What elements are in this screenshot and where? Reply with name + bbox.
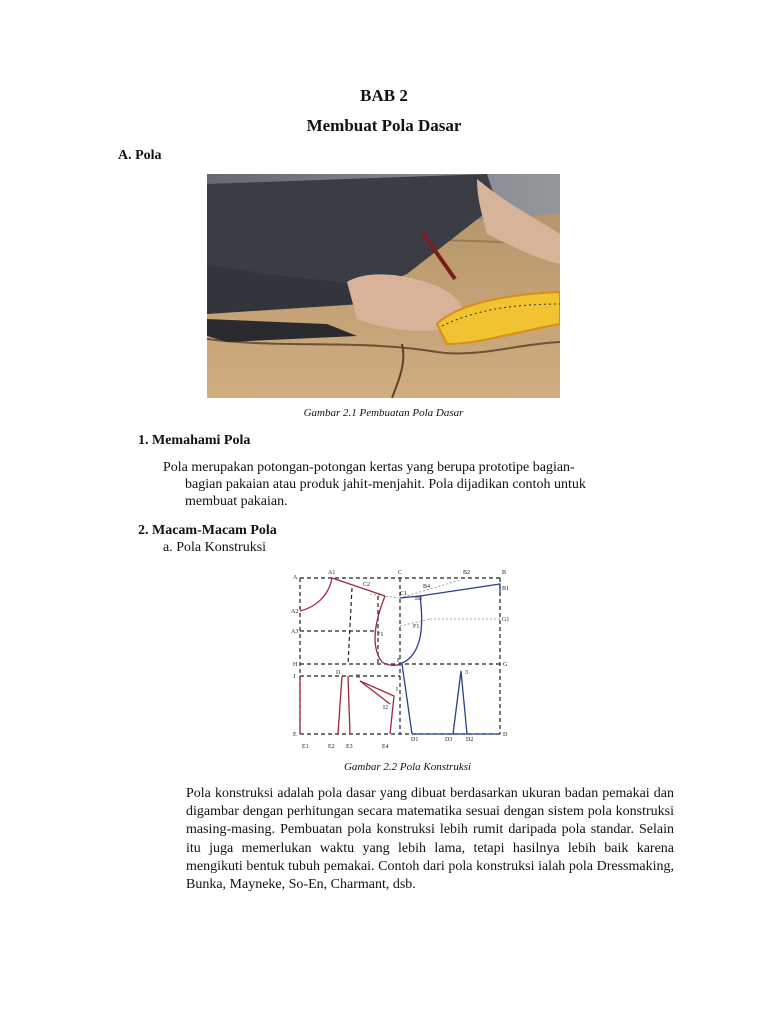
- subheading-pola-konstruksi: a. Pola Konstruksi: [163, 540, 267, 555]
- diagram-label: F1: [413, 624, 420, 630]
- diagram-label: B3: [415, 596, 423, 602]
- paragraph-line: Pola merupakan potongan-potongan kertas yang berupa prototipe bagian-: [163, 460, 575, 475]
- figure-caption-1: Gambar 2.1 Pembuatan Pola Dasar: [303, 407, 464, 419]
- diagram-label: I: [396, 687, 398, 693]
- figure-caption-2: Gambar 2.2 Pola Konstruksi: [343, 761, 472, 773]
- diagram-label: J: [293, 674, 296, 680]
- diagram-label: A3: [291, 629, 299, 635]
- diagram-label: E4: [382, 744, 389, 750]
- diagram-label: A: [293, 575, 298, 581]
- diagram-label: C2: [363, 582, 371, 588]
- chapter-heading: BAB 2: [360, 86, 408, 105]
- page-title: Membuat Pola Dasar: [306, 116, 462, 135]
- section-heading-a: A. Pola: [118, 148, 162, 163]
- diagram-label: 3: [465, 670, 468, 676]
- diagram-label: B4: [423, 584, 431, 590]
- pattern-making-photo: [207, 174, 560, 398]
- diagram-label: G1: [502, 617, 510, 623]
- heading-memahami-pola: 1. Memahami Pola: [138, 433, 251, 448]
- diagram-label: A1: [328, 570, 336, 576]
- heading-macam-pola: 2. Macam-Macam Pola: [138, 523, 277, 538]
- diagram-label: C1: [400, 591, 408, 597]
- diagram-label: E: [293, 732, 297, 738]
- paragraph-rest: bagian pakaian atau produk jahit-menjahit. Pola dijadikan contoh untuk membuat pakaian.: [185, 477, 586, 509]
- paragraph-memahami-pola: [163, 459, 633, 510]
- diagram-label: I1: [336, 670, 341, 676]
- pattern-construction-diagram: [290, 566, 512, 754]
- diagram-label: I2: [383, 705, 388, 711]
- diagram-label: E3: [346, 744, 353, 750]
- diagram-label: D: [503, 732, 508, 738]
- paragraph-pola-konstruksi: Pola konstruksi adalah pola dasar yang dibuat berdasarkan ukuran badan pemakai dan digambar dengan perhitungan secara matematika sesuai dengan sistem pola konstruksi masing-masing. Pembuatan pola konstruksi lebih rumit daripada pola standar. Selain itu juga memerlukan waktu yang lebih lama, tetapi hasilnya lebih baik karena mengikuti bentuk tubuh pemakai. Contoh dari pola konstruksi ialah pola Dressmaking, Bunka, Mayneke, So-En, Charmant, dsb.: [186, 786, 674, 893]
- diagram-label: D2: [466, 737, 474, 743]
- diagram-label: A2: [291, 609, 299, 615]
- diagram-label: G: [503, 662, 508, 668]
- diagram-label: B2: [463, 570, 471, 576]
- diagram-label: F1: [377, 632, 384, 638]
- diagram-label: E2: [328, 744, 335, 750]
- diagram-label: D3: [445, 737, 453, 743]
- diagram-label: E1: [302, 744, 309, 750]
- diagram-label: C: [398, 570, 403, 576]
- diagram-label: F: [397, 658, 401, 664]
- diagram-label: B1: [502, 586, 510, 592]
- diagram-label: D1: [411, 737, 419, 743]
- diagram-label: K: [356, 674, 361, 680]
- diagram-label: B: [502, 570, 507, 576]
- diagram-label: H: [293, 662, 298, 668]
